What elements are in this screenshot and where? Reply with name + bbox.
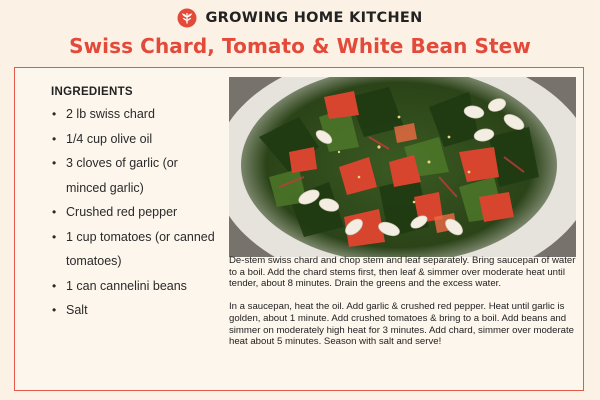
brand-name-part2: KITCHEN: [349, 10, 423, 26]
ingredient-item: • 3 cloves of garlic (or: [51, 151, 221, 176]
recipe-card: [14, 67, 584, 391]
ingredient-item-continued: minced garlic): [66, 180, 144, 195]
ingredients-list: [51, 102, 221, 323]
dish-illustration: [229, 77, 576, 257]
brand-name-part1: GROWING HOME: [205, 10, 344, 26]
direction-paragraph: In a saucepan, heat the oil. Add garlic & crushed red pepper. Heat until garlic is golden, about 1 minute. Add crushed tomatoes & bring to a boil. Add beans and simmer on moderately high heat for 3 minutes. Add chard, simmer over moderate heat about 5 minutes. Season with salt and serve!: [229, 301, 574, 348]
ingredient-item: • Salt: [51, 298, 221, 323]
dish-photo: [229, 77, 576, 257]
leaf-circle-icon: [177, 8, 197, 28]
ingredients-heading: INGREDIENTS: [51, 86, 133, 98]
brand-header: [0, 8, 600, 28]
brand-name: [205, 10, 422, 26]
recipe-title: Swiss Chard, Tomato & White Bean Stew: [69, 34, 531, 58]
ingredient-item: • 2 lb swiss chard: [51, 102, 221, 127]
ingredient-item: • 1 cup tomatoes (or canned: [51, 225, 221, 250]
ingredient-item: • Crushed red pepper: [51, 200, 221, 225]
ingredient-item: • 1/4 cup olive oil: [51, 127, 221, 152]
directions-section: [229, 255, 579, 359]
ingredient-item: • 1 can cannelini beans: [51, 274, 221, 299]
ingredients-section: [51, 86, 221, 323]
direction-paragraph: De-stem swiss chard and chop stem and leaf separately. Bring saucepan of water to a boil. Add the chard stems first, then leaf & simmer over moderate heat until tender, about 8 minutes. Drain the greens and the excess water.: [229, 255, 576, 290]
ingredient-item-continued: tomatoes): [66, 254, 122, 268]
